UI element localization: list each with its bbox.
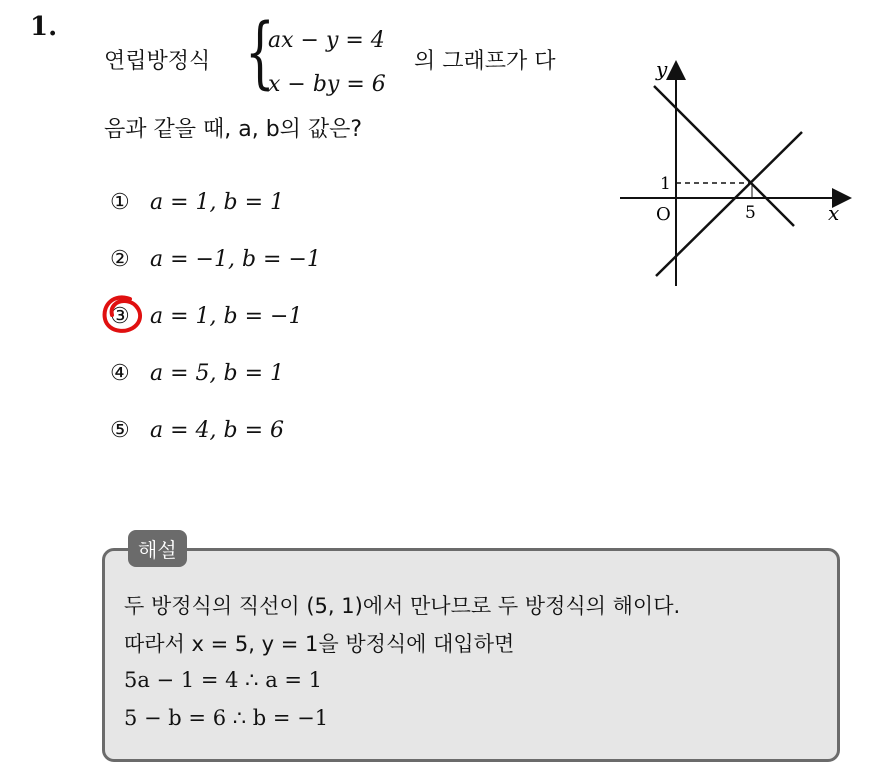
solution-tag: 해설 — [128, 530, 187, 567]
equation-1: ax − y = 4 — [268, 28, 385, 53]
line-graph — [610, 56, 860, 291]
answer-circle-mark — [100, 293, 144, 337]
choice-text: a = 1, b = −1 — [150, 304, 303, 329]
question-stem-line2: 음과 같을 때, a, b의 값은? — [104, 117, 363, 142]
origin-label: O — [656, 204, 671, 225]
choice-text: a = 5, b = 1 — [150, 361, 285, 386]
x-axis-label: x — [828, 201, 840, 225]
solution-line-2: 따라서 x = 5, y = 1을 방정식에 대입하면 — [124, 632, 515, 656]
line-ax-y — [656, 132, 802, 276]
choice-1[interactable] — [110, 190, 284, 215]
choice-text: a = 4, b = 6 — [150, 418, 285, 443]
tick-label-1: 1 — [660, 174, 671, 194]
question-stem-part1: 연립방정식 — [104, 49, 211, 74]
choice-number: ④ — [110, 361, 130, 386]
y-axis-label: y — [656, 57, 668, 81]
question-number: 1. — [30, 12, 58, 42]
choice-text: a = 1, b = 1 — [150, 190, 285, 215]
choice-number: ⑤ — [110, 418, 130, 443]
choice-4[interactable] — [110, 361, 284, 386]
choice-number: ③ — [110, 304, 130, 329]
solution-line-1: 두 방정식의 직선이 (5, 1)에서 만나므로 두 방정식의 해이다. — [124, 594, 681, 618]
solution-line-4: 5 − b = 6 ∴ b = −1 — [124, 706, 329, 730]
system-brace: { — [245, 8, 275, 98]
solution-line-3: 5a − 1 = 4 ∴ a = 1 — [124, 668, 323, 692]
tick-label-5: 5 — [745, 203, 756, 223]
choice-text: a = −1, b = −1 — [150, 247, 321, 272]
choice-5[interactable] — [110, 418, 284, 443]
equation-2: x − by = 6 — [268, 72, 386, 97]
choice-number: ② — [110, 247, 130, 272]
choice-number: ① — [110, 190, 130, 215]
choice-2[interactable] — [110, 247, 321, 272]
question-stem-part2: 의 그래프가 다 — [414, 49, 556, 74]
